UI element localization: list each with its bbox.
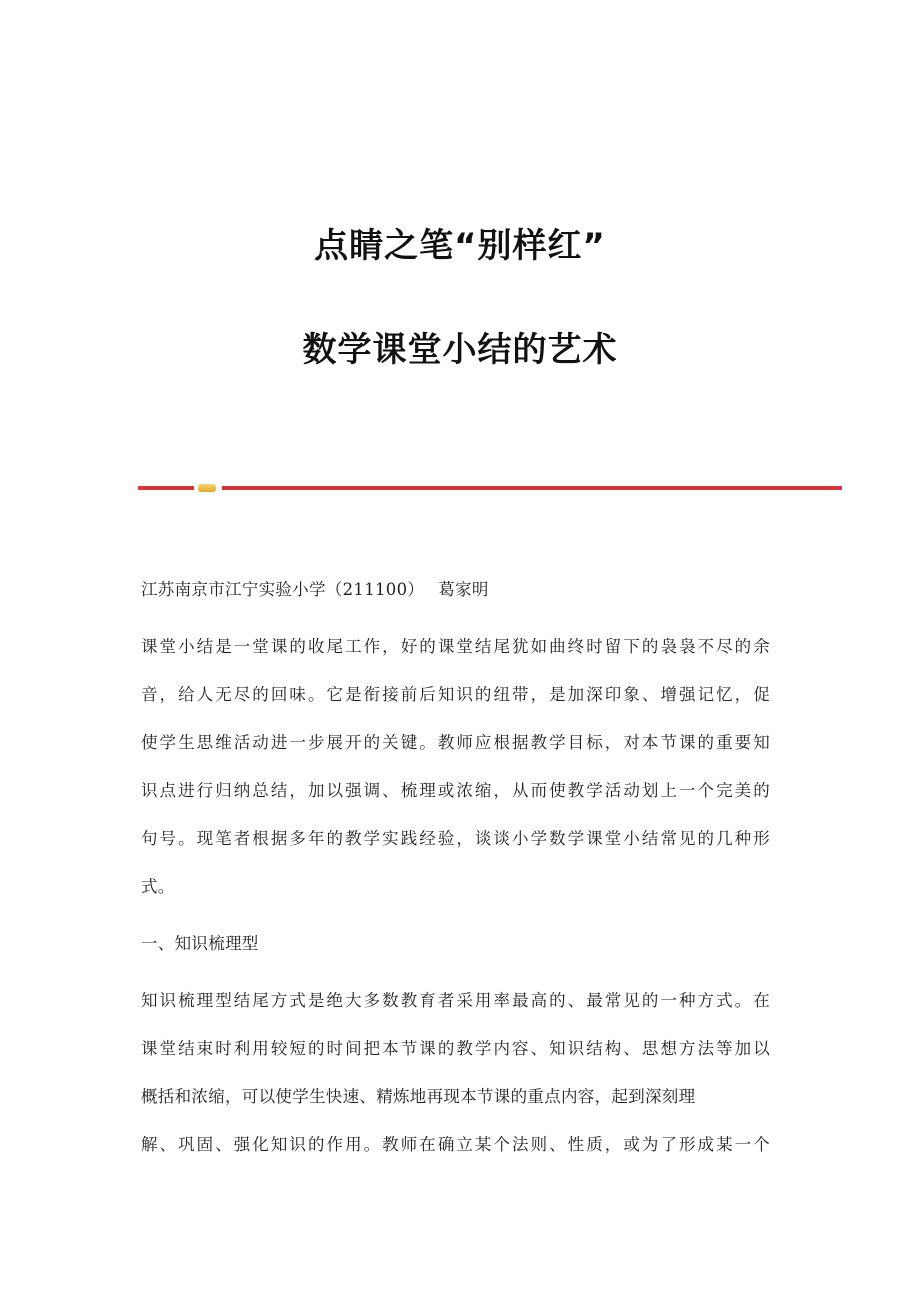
- author-affiliation: 江苏南京市江宁实验小学（211100） 葛家明: [141, 580, 489, 599]
- paragraph-line: 解、巩固、强化知识的作用。教师在确立某个法则、性质，或为了形成某一个: [141, 1135, 770, 1154]
- paragraph-line: 音，给人无尽的回味。它是衔接前后知识的纽带，是加深印象、增强记忆，促: [141, 685, 770, 704]
- divider-bar-right: [222, 486, 842, 490]
- divider-ornament-icon: [198, 484, 216, 492]
- paragraph-line: 式。: [141, 877, 175, 896]
- paragraph-line: 使学生思维活动进一步展开的关键。教师应根据教学目标，对本节课的重要知: [141, 733, 770, 752]
- paragraph-line: 识点进行归纳总结，加以强调、梳理或浓缩，从而使教学活动划上一个完美的: [141, 781, 770, 800]
- divider-bar-left: [138, 486, 194, 490]
- paragraph-line: 知识梳理型结尾方式是绝大多数教育者采用率最高的、最常见的一种方式。在: [141, 991, 770, 1010]
- paragraph-line: 课堂小结是一堂课的收尾工作，好的课堂结尾犹如曲终时留下的袅袅不尽的余: [141, 637, 770, 656]
- paragraph-line: 句号。现笔者根据多年的教学实践经验，谈谈小学数学课堂小结常见的几种形: [141, 829, 770, 848]
- document-title: 点睛之笔“别样红”: [314, 226, 606, 266]
- paragraph-line: 概括和浓缩，可以使学生快速、精炼地再现本节课的重点内容，起到深刻理: [141, 1087, 696, 1106]
- title-divider: [138, 484, 842, 492]
- paragraph-line: 课堂结束时利用较短的时间把本节课的教学内容、知识结构、思想方法等加以: [141, 1039, 770, 1058]
- section-heading: 一、知识梳理型: [141, 934, 259, 953]
- document-subtitle: 数学课堂小结的艺术: [302, 330, 618, 370]
